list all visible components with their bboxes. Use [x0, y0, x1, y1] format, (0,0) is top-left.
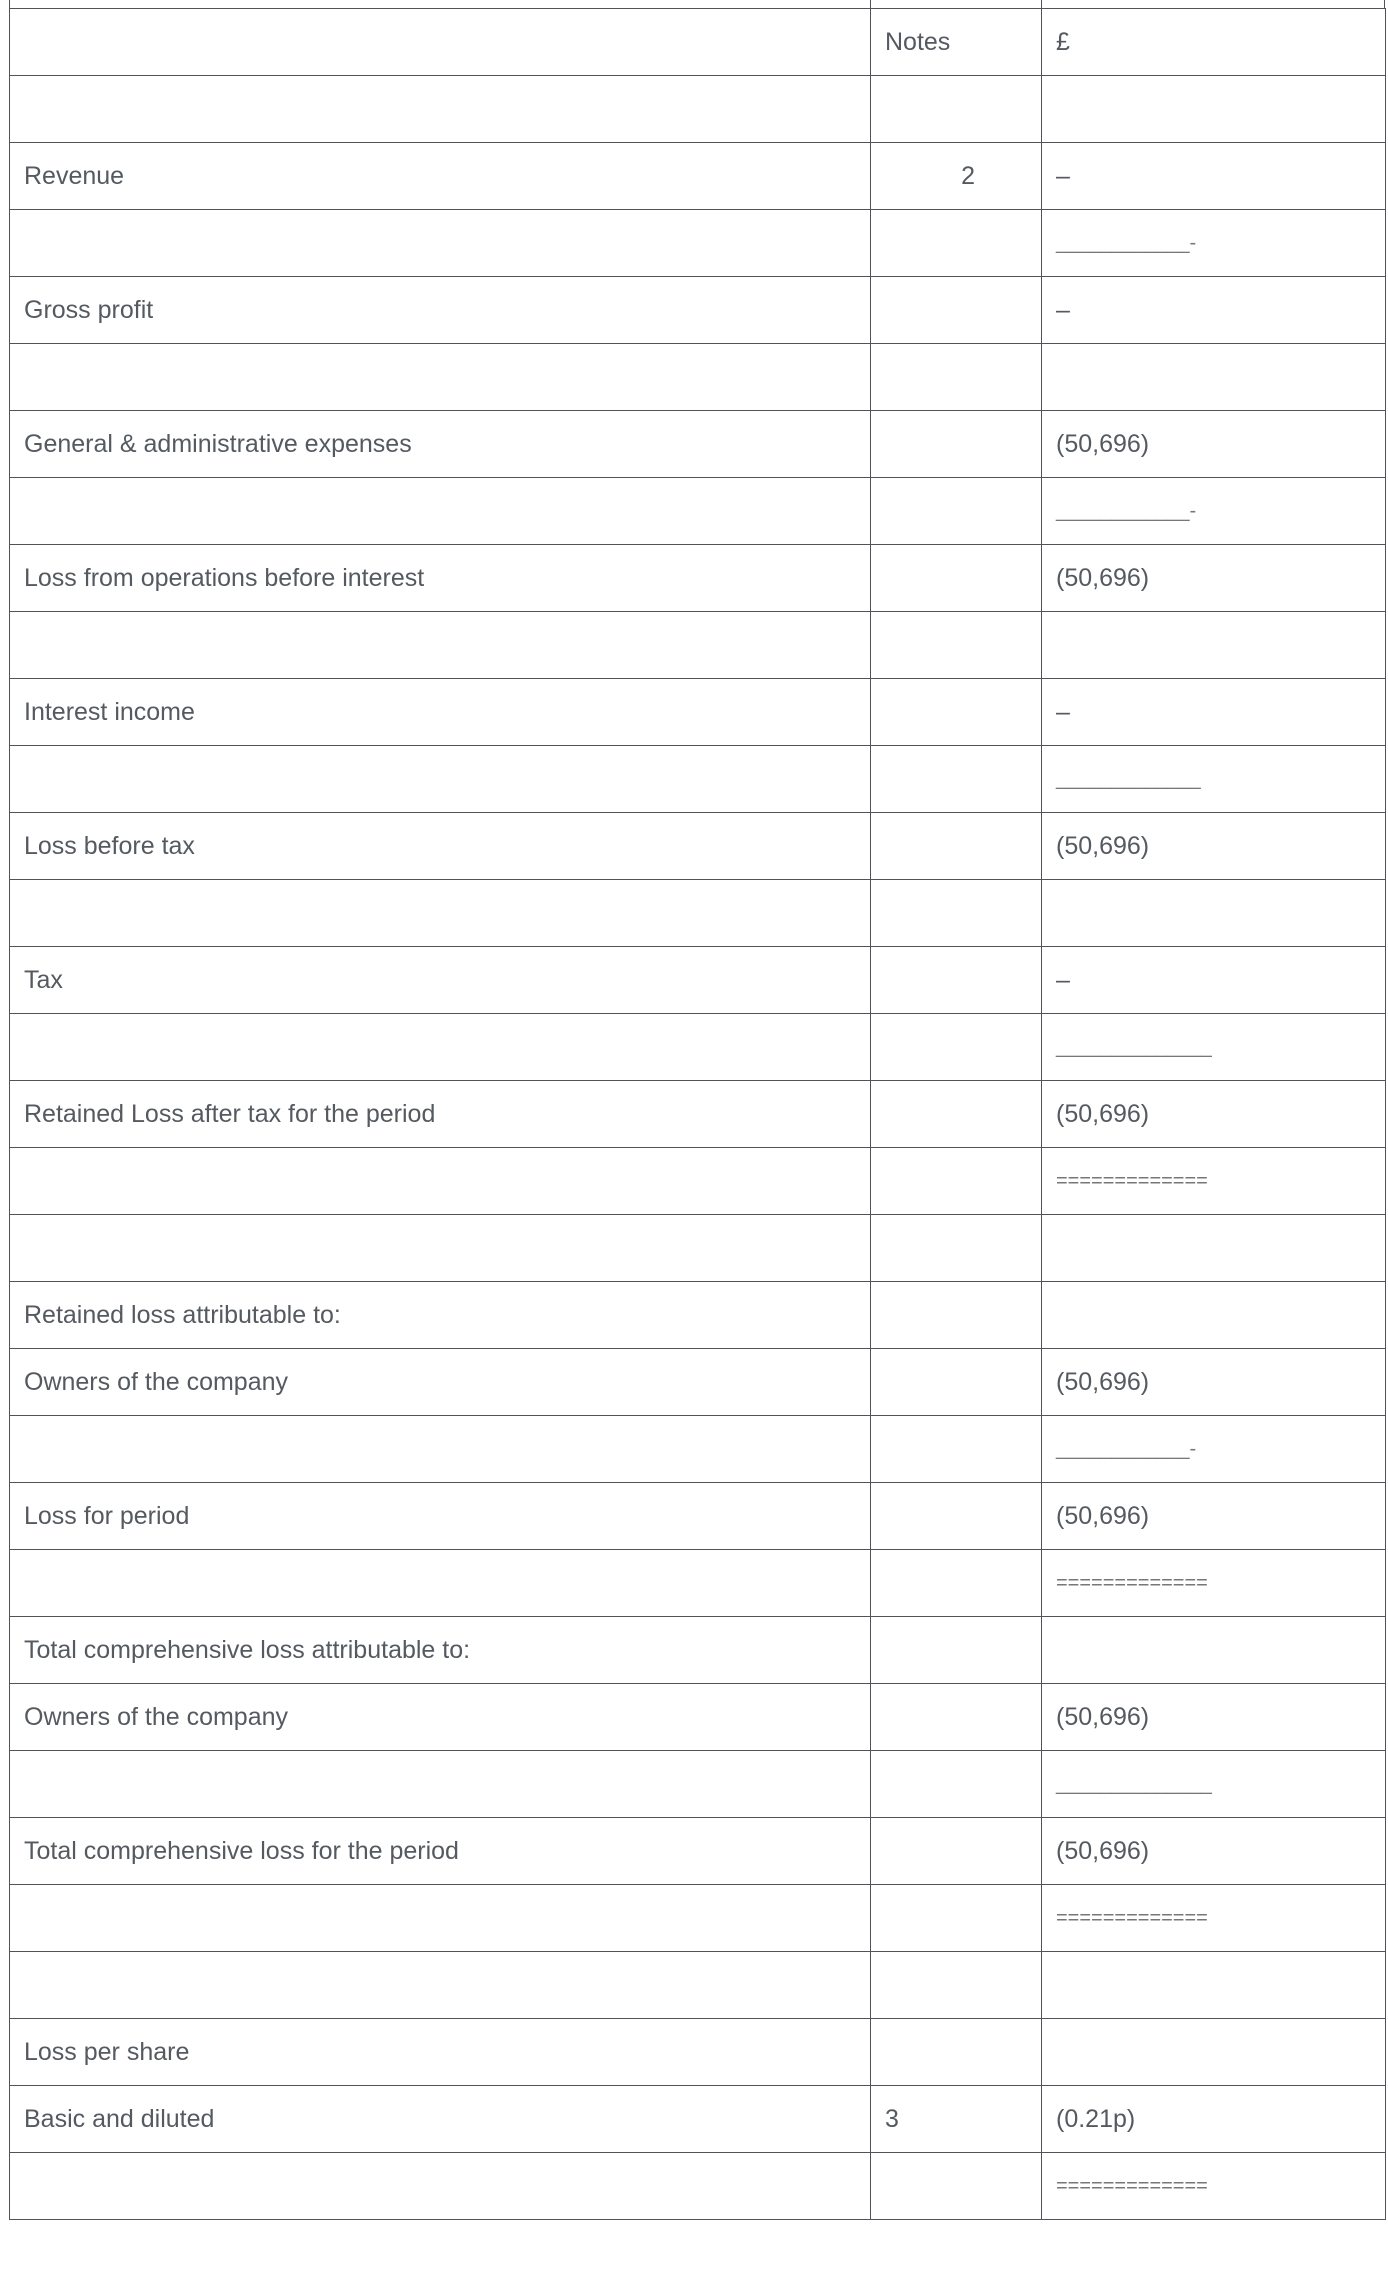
row-label [10, 880, 871, 947]
row-amount: (50,696) [1042, 1818, 1386, 1885]
row-note [871, 1148, 1042, 1215]
row-note [871, 1215, 1042, 1282]
row-note [871, 1952, 1042, 2019]
table-row [10, 411, 1386, 478]
row-amount: (50,696) [1042, 1349, 1386, 1416]
table-row [10, 1215, 1386, 1282]
row-amount [1042, 880, 1386, 947]
table-row [10, 1081, 1386, 1148]
row-amount: – [1042, 947, 1386, 1014]
table-top-edge [9, 0, 1385, 8]
row-note [871, 76, 1042, 143]
table-row [10, 545, 1386, 612]
table-row [10, 813, 1386, 880]
table-row [10, 1617, 1386, 1684]
row-label: Owners of the company [10, 1684, 871, 1751]
row-amount [1042, 1282, 1386, 1349]
total-rule: ============= [1042, 1550, 1386, 1617]
row-note [871, 1349, 1042, 1416]
row-label: Interest income [10, 679, 871, 746]
table-row [10, 1885, 1386, 1952]
row-amount [1042, 76, 1386, 143]
row-note [871, 1081, 1042, 1148]
table-row [10, 1416, 1386, 1483]
row-label: Retained Loss after tax for the period [10, 1081, 871, 1148]
row-amount [1042, 612, 1386, 679]
table-row [10, 947, 1386, 1014]
table-row [10, 277, 1386, 344]
row-note [871, 746, 1042, 813]
table-row [10, 1282, 1386, 1349]
row-note [871, 1282, 1042, 1349]
row-label [10, 1215, 871, 1282]
total-rule: ============= [1042, 2153, 1386, 2220]
total-rule: ____________- [1042, 210, 1386, 277]
row-label: Loss from operations before interest [10, 545, 871, 612]
table-row [10, 2019, 1386, 2086]
row-note [871, 545, 1042, 612]
row-amount [1042, 1215, 1386, 1282]
row-amount: (50,696) [1042, 813, 1386, 880]
total-rule: ______________ [1042, 1751, 1386, 1818]
row-label: Loss per share [10, 2019, 871, 2086]
row-amount: (50,696) [1042, 1081, 1386, 1148]
table-row [10, 344, 1386, 411]
row-label: Retained loss attributable to: [10, 1282, 871, 1349]
currency-header: £ [1042, 9, 1386, 76]
table-row [10, 1349, 1386, 1416]
row-amount: (0.21p) [1042, 2086, 1386, 2153]
header-row [10, 9, 1386, 76]
table-row [10, 2086, 1386, 2153]
total-rule: _____________ [1042, 746, 1386, 813]
row-label [10, 1550, 871, 1617]
row-label [10, 344, 871, 411]
row-amount [1042, 1952, 1386, 2019]
row-note [871, 277, 1042, 344]
table-row [10, 1952, 1386, 2019]
row-label: Basic and diluted [10, 2086, 871, 2153]
table-row [10, 880, 1386, 947]
row-amount: (50,696) [1042, 1483, 1386, 1550]
row-note [871, 1818, 1042, 1885]
row-note [871, 813, 1042, 880]
row-note [871, 947, 1042, 1014]
row-label: General & administrative expenses [10, 411, 871, 478]
row-note [871, 679, 1042, 746]
row-amount [1042, 2019, 1386, 2086]
row-note [871, 1550, 1042, 1617]
table-row [10, 1684, 1386, 1751]
row-note [871, 1885, 1042, 1952]
table-row [10, 679, 1386, 746]
table-row [10, 2153, 1386, 2220]
row-amount: – [1042, 143, 1386, 210]
row-label: Owners of the company [10, 1349, 871, 1416]
table-row [10, 746, 1386, 813]
row-label [10, 1014, 871, 1081]
row-label [10, 612, 871, 679]
row-note [871, 2019, 1042, 2086]
row-note [871, 612, 1042, 679]
row-label [10, 2153, 871, 2220]
row-amount: (50,696) [1042, 545, 1386, 612]
table-row [10, 1483, 1386, 1550]
table-row [10, 1751, 1386, 1818]
row-label [10, 478, 871, 545]
row-note [871, 1751, 1042, 1818]
row-note: 2 [871, 143, 1042, 210]
row-label: Revenue [10, 143, 871, 210]
table-row [10, 1818, 1386, 1885]
total-rule: ============= [1042, 1148, 1386, 1215]
row-amount: (50,696) [1042, 1684, 1386, 1751]
table-row [10, 143, 1386, 210]
row-amount: – [1042, 679, 1386, 746]
table-row [10, 1148, 1386, 1215]
notes-header: Notes [871, 9, 1042, 76]
total-rule: ____________- [1042, 1416, 1386, 1483]
row-label: Tax [10, 947, 871, 1014]
row-note [871, 344, 1042, 411]
row-amount [1042, 344, 1386, 411]
row-note [871, 1416, 1042, 1483]
table-row [10, 1550, 1386, 1617]
row-note [871, 1684, 1042, 1751]
row-label: Total comprehensive loss for the period [10, 1818, 871, 1885]
row-label [10, 1416, 871, 1483]
row-note [871, 1617, 1042, 1684]
row-note [871, 1483, 1042, 1550]
row-note: 3 [871, 2086, 1042, 2153]
label-header [10, 9, 871, 76]
row-amount [1042, 1617, 1386, 1684]
row-label [10, 746, 871, 813]
row-label [10, 1885, 871, 1952]
table-row [10, 210, 1386, 277]
row-label: Loss before tax [10, 813, 871, 880]
row-label: Total comprehensive loss attributable to: [10, 1617, 871, 1684]
row-note [871, 1014, 1042, 1081]
row-label [10, 1148, 871, 1215]
row-label: Loss for period [10, 1483, 871, 1550]
row-label [10, 76, 871, 143]
total-rule: ____________- [1042, 478, 1386, 545]
total-rule: ============= [1042, 1885, 1386, 1952]
row-note [871, 880, 1042, 947]
table-row [10, 1014, 1386, 1081]
row-note [871, 210, 1042, 277]
row-label [10, 210, 871, 277]
row-note [871, 2153, 1042, 2220]
row-amount: (50,696) [1042, 411, 1386, 478]
row-note [871, 411, 1042, 478]
total-rule: ______________ [1042, 1014, 1386, 1081]
table-row [10, 478, 1386, 545]
row-note [871, 478, 1042, 545]
row-label [10, 1751, 871, 1818]
table-row [10, 76, 1386, 143]
income-statement-table [9, 8, 1386, 2220]
row-amount: – [1042, 277, 1386, 344]
row-label [10, 1952, 871, 2019]
table-row [10, 612, 1386, 679]
row-label: Gross profit [10, 277, 871, 344]
